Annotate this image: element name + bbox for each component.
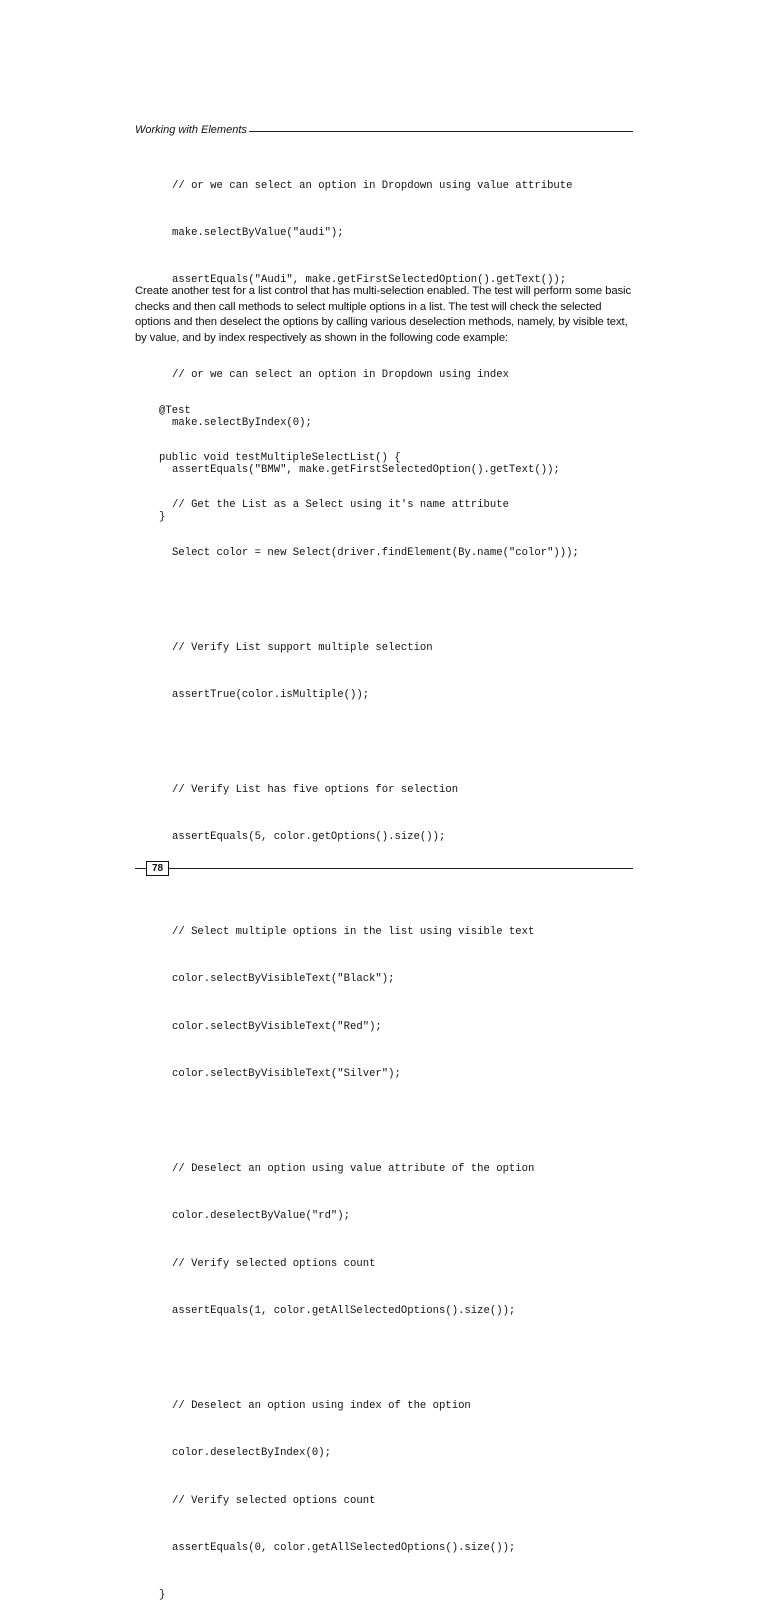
code-line: color.selectByVisibleText("Silver"); bbox=[172, 1068, 401, 1081]
code-line: assertEquals(1, color.getAllSelectedOptions().size()); bbox=[172, 1305, 516, 1318]
code-line: // Verify selected options count bbox=[172, 1257, 376, 1270]
code-line: Select color = new Select(driver.findElement(By.name("color"))); bbox=[172, 546, 579, 559]
code-line bbox=[0, 878, 579, 894]
code-line: color.selectByVisibleText("Black"); bbox=[172, 973, 395, 986]
footer-rule bbox=[135, 868, 146, 869]
code-line: } bbox=[159, 1589, 166, 1602]
code-line: public void testMultipleSelectList() { bbox=[159, 451, 401, 464]
code-line: @Test bbox=[159, 404, 191, 417]
code-line: // Verify List has five options for selection bbox=[172, 783, 459, 796]
code-line: assertEquals(0, color.getAllSelectedOptions().size()); bbox=[172, 1541, 516, 1554]
code-line bbox=[0, 1351, 579, 1367]
code-line: make.selectByIndex(0); bbox=[172, 416, 312, 429]
page-footer bbox=[135, 859, 633, 877]
code-line: // Deselect an option using value attribute of the option bbox=[172, 1162, 535, 1175]
chapter-title: Working with Elements bbox=[135, 124, 247, 136]
code-line: color.deselectByValue("rd"); bbox=[172, 1210, 351, 1223]
code-line bbox=[0, 1114, 579, 1130]
code-line: } bbox=[159, 511, 166, 524]
page-number: 78 bbox=[146, 861, 169, 876]
code-line: // or we can select an option in Dropdown using value attribute bbox=[172, 179, 573, 192]
code-line: color.deselectByIndex(0); bbox=[172, 1447, 331, 1460]
code-line: // Deselect an option using index of the option bbox=[172, 1399, 471, 1412]
code-line: assertEquals(5, color.getOptions().size()); bbox=[172, 831, 446, 844]
code-line: // Verify List support multiple selection bbox=[172, 641, 433, 654]
header-rule bbox=[249, 131, 633, 132]
code-line: assertEquals("Audi", make.getFirstSelectedOption().getText()); bbox=[172, 274, 567, 287]
code-line: // or we can select an option in Dropdown using index bbox=[172, 369, 509, 382]
code-line: // Get the List as a Select using it's name attribute bbox=[172, 499, 509, 512]
code-line: color.selectByVisibleText("Red"); bbox=[172, 1020, 382, 1033]
body-paragraph: Create another test for a list control that has multi-selection enabled. The test will perform some basic checks and then call methods to select multiple options in a list. The test will check the selected options and then deselect the options by calling various deselection methods, namely, by visible text, by value, and by index respectively as shown in the following code example: bbox=[135, 285, 632, 344]
footer-rule bbox=[169, 868, 633, 869]
code-line bbox=[0, 735, 579, 751]
code-line: assertEquals("BMW", make.getFirstSelectedOption().getText()); bbox=[172, 463, 560, 476]
code-line: make.selectByValue("audi"); bbox=[172, 226, 344, 239]
code-block-2 bbox=[0, 372, 579, 1620]
code-line: // Verify selected options count bbox=[172, 1494, 376, 1507]
code-line: // Select multiple options in the list using visible text bbox=[172, 925, 535, 938]
running-header bbox=[135, 122, 633, 138]
code-line bbox=[0, 593, 579, 609]
code-line: assertTrue(color.isMultiple()); bbox=[172, 688, 370, 701]
